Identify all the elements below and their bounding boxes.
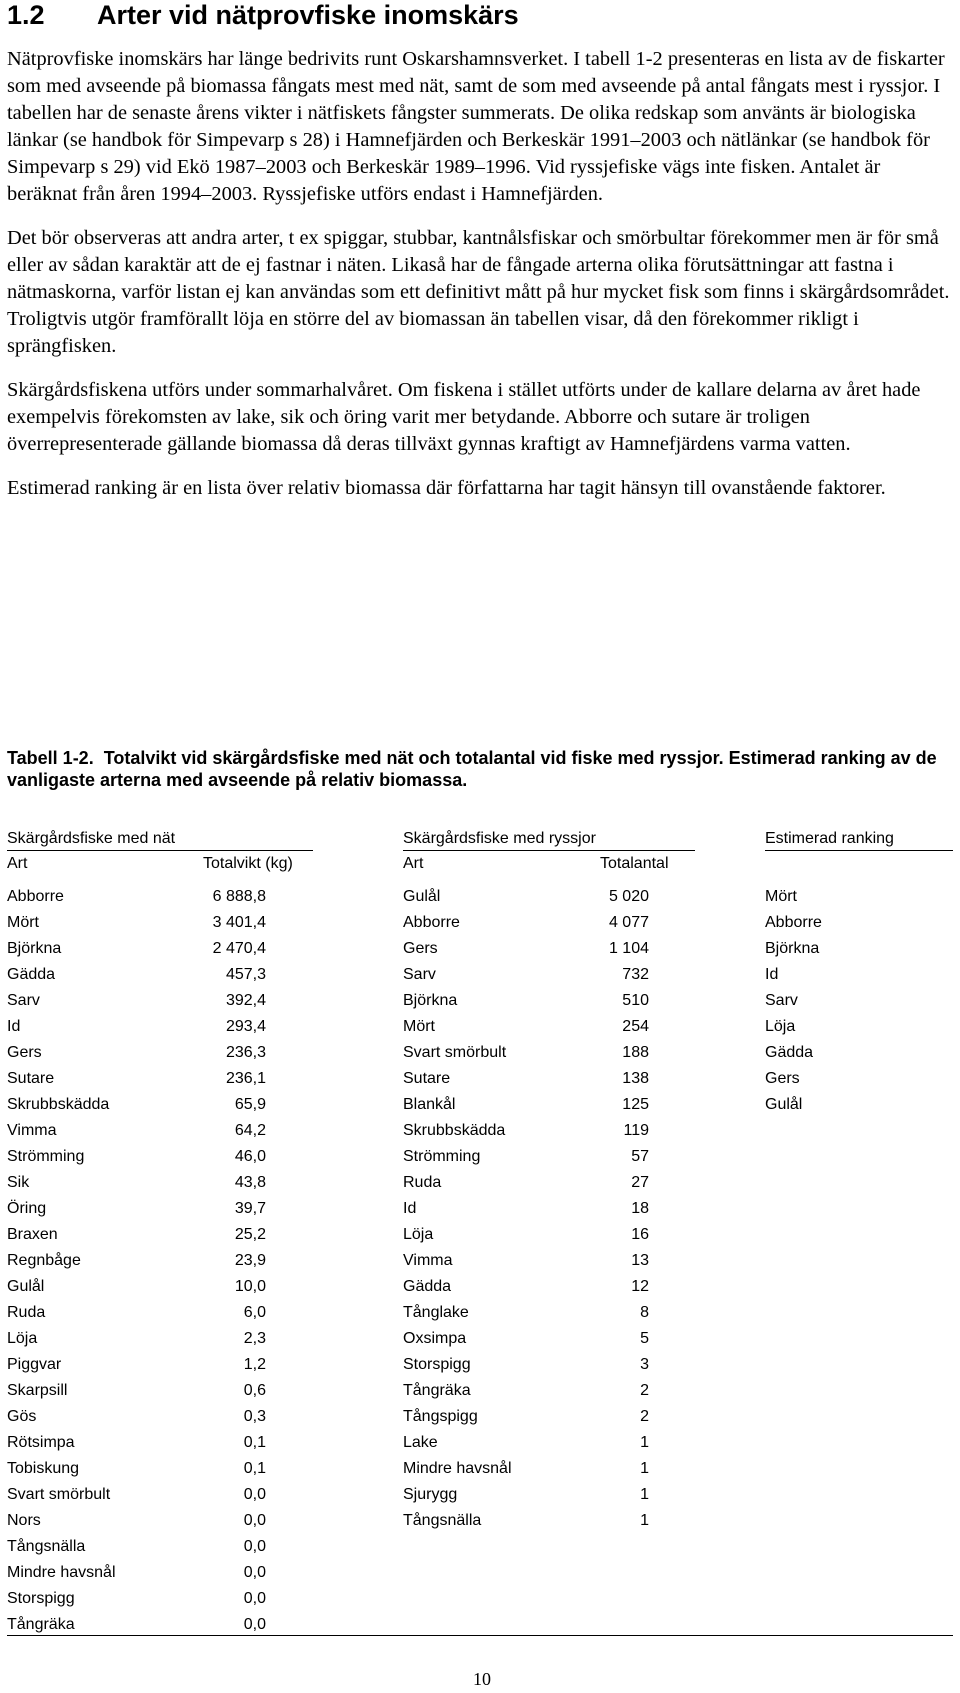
section-number: 1.2 <box>7 0 45 30</box>
net-weight-cell: 293,4 <box>225 1018 266 1035</box>
net-species-cell: Gulål <box>7 1278 45 1295</box>
net-weight-cell: 392,4 <box>225 992 266 1009</box>
page-number: 10 <box>473 1669 491 1689</box>
net-species-cell: Löja <box>7 1330 38 1347</box>
net-species-cell: Öring <box>7 1200 47 1217</box>
group-header-net: Skärgårdsfiske med nät <box>7 830 176 847</box>
net-weight-cell: 0,0 <box>243 1590 266 1607</box>
net-weight-cell: 3 401,4 <box>212 914 266 931</box>
net-species-cell: Nors <box>7 1512 41 1529</box>
net-weight-cell: 64,2 <box>234 1122 266 1139</box>
net-species-cell: Mindre havsnål <box>7 1564 116 1581</box>
net-weight-cell: 25,2 <box>234 1226 266 1243</box>
net-species-cell: Björkna <box>7 940 62 957</box>
net-weight-cell: 0,6 <box>243 1382 266 1399</box>
net-species-cell: Piggvar <box>7 1356 62 1373</box>
ranking-species-cell: Löja <box>765 1018 796 1035</box>
trap-species-cell: Lake <box>403 1434 438 1451</box>
trap-count-cell: 5 <box>640 1330 649 1347</box>
trap-species-cell: Svart smörbult <box>403 1044 507 1061</box>
trap-count-cell: 18 <box>631 1200 649 1217</box>
trap-count-cell: 732 <box>622 966 649 983</box>
trap-species-cell: Id <box>403 1200 417 1217</box>
net-species-cell: Sik <box>7 1174 30 1191</box>
trap-count-cell: 254 <box>622 1018 649 1035</box>
net-weight-cell: 0,0 <box>243 1564 266 1581</box>
ranking-species-cell: Björkna <box>765 940 820 957</box>
net-species-cell: Rötsimpa <box>7 1434 75 1451</box>
trap-count-cell: 138 <box>622 1070 649 1087</box>
trap-count-cell: 1 <box>640 1486 649 1503</box>
net-weight-cell: 0,1 <box>243 1434 266 1451</box>
net-weight-cell: 1,2 <box>243 1356 266 1373</box>
trap-species-cell: Abborre <box>403 914 460 931</box>
trap-species-cell: Strömming <box>403 1148 481 1165</box>
net-weight-cell: 0,0 <box>243 1512 266 1529</box>
paragraph: Det bör observeras att andra arter, t ex spiggar, stubbar, kantnålsfiskar och smörbultar förekommer men är för små eller av sådan karaktär att de ej fastnar i näten. Likaså har de fångade arterna olika förutsättningar att fastna i nätmaskorna, varför listan ej kan användas som ett definitivt mått på hur mycket fisk som finns i skärgårdsområdet. Troligtvis utgör framförallt löja en större del av biomassan än tabellen visar, då den förekommer rikligt i sprängfisken. <box>7 227 950 357</box>
rule <box>765 850 953 851</box>
column-header-count: Totalantal <box>600 855 669 872</box>
column-header-art: Art <box>403 855 424 872</box>
net-weight-cell: 6 888,8 <box>212 888 266 905</box>
trap-count-cell: 188 <box>622 1044 649 1061</box>
net-weight-cell: 2,3 <box>243 1330 266 1347</box>
table-bottom-rule <box>7 1635 953 1636</box>
net-species-cell: Regnbåge <box>7 1252 81 1269</box>
ranking-species-cell: Gers <box>765 1070 800 1087</box>
trap-count-cell: 510 <box>622 992 649 1009</box>
net-species-cell: Ruda <box>7 1304 46 1321</box>
group-header-rank: Estimerad ranking <box>765 830 894 847</box>
trap-species-cell: Sarv <box>403 966 436 983</box>
trap-count-cell: 125 <box>622 1096 649 1113</box>
net-species-cell: Strömming <box>7 1148 85 1165</box>
net-species-cell: Mört <box>7 914 39 931</box>
ranking-species-cell: Gädda <box>765 1044 814 1061</box>
paragraph: Nätprovfiske inomskärs har länge bedrivits runt Oskarshamnsverket. I tabell 1-2 presenteras en lista av de fiskarter som med avseende på biomassa fångats mest med nät, samt de som med avseende på antal fångats mest i ryssjor. I tabellen har de senaste årens vikter i nätfiskets fångster summerats. De olika redskap som använts är biologiska länkar (se handbok för Simpevarp s 28) i Hamnefjärden och Berkeskär 1991–2003 och nätlänkar (se handbok för Simpevarp s 29) vid Ekö 1987–2003 och Berkeskär 1989–1996. Vid ryssjefiske vägs inte fisken. Antalet är beräknat från åren 1994–2003. Ryssjefiske utförs endast i Hamnefjärden. <box>7 48 945 205</box>
column-header-art: Art <box>7 855 28 872</box>
trap-species-cell: Tångspigg <box>403 1408 478 1425</box>
net-weight-cell: 0,0 <box>243 1486 266 1503</box>
net-species-cell: Gös <box>7 1408 37 1425</box>
trap-count-cell: 27 <box>631 1174 649 1191</box>
trap-species-cell: Ruda <box>403 1174 442 1191</box>
trap-count-cell: 2 <box>640 1408 649 1425</box>
net-weight-cell: 6,0 <box>243 1304 266 1321</box>
net-weight-cell: 0,1 <box>243 1460 266 1477</box>
trap-species-cell: Storspigg <box>403 1356 471 1373</box>
trap-species-cell: Tånglake <box>403 1304 469 1321</box>
trap-species-cell: Löja <box>403 1226 434 1243</box>
net-weight-cell: 65,9 <box>234 1096 266 1113</box>
group-header-trap: Skärgårdsfiske med ryssjor <box>403 830 596 847</box>
trap-species-cell: Sjurygg <box>403 1486 458 1503</box>
trap-species-cell: Tångsnälla <box>403 1512 482 1529</box>
net-weight-cell: 0,3 <box>243 1408 266 1425</box>
net-species-cell: Storspigg <box>7 1590 75 1607</box>
section-title: Arter vid nätprovfiske inomskärs <box>97 0 519 30</box>
net-species-cell: Tobiskung <box>7 1460 80 1477</box>
rule <box>403 850 695 851</box>
net-weight-cell: 0,0 <box>243 1538 266 1555</box>
trap-species-cell: Gulål <box>403 888 441 905</box>
net-species-cell: Gädda <box>7 966 56 983</box>
trap-species-cell: Gädda <box>403 1278 452 1295</box>
trap-species-cell: Gers <box>403 940 438 957</box>
net-species-cell: Tångräka <box>7 1616 75 1633</box>
net-weight-cell: 23,9 <box>234 1252 266 1269</box>
ranking-species-cell: Abborre <box>765 914 822 931</box>
net-species-cell: Svart smörbult <box>7 1486 111 1503</box>
net-weight-cell: 457,3 <box>225 966 266 983</box>
trap-count-cell: 16 <box>631 1226 649 1243</box>
trap-count-cell: 4 077 <box>608 914 649 931</box>
column-header-weight: Totalvikt (kg) <box>203 855 293 872</box>
net-species-cell: Id <box>7 1018 21 1035</box>
trap-count-cell: 119 <box>623 1122 649 1139</box>
trap-species-cell: Mört <box>403 1018 435 1035</box>
trap-count-cell: 13 <box>631 1252 649 1269</box>
net-weight-cell: 43,8 <box>234 1174 266 1191</box>
caption-label: Tabell 1-2. <box>7 748 94 768</box>
net-species-cell: Sarv <box>7 992 40 1009</box>
trap-count-cell: 3 <box>640 1356 649 1373</box>
net-species-cell: Braxen <box>7 1226 58 1243</box>
trap-species-cell: Sutare <box>403 1070 451 1087</box>
net-weight-cell: 236,3 <box>225 1044 266 1061</box>
ranking-species-cell: Sarv <box>765 992 798 1009</box>
trap-species-cell: Blankål <box>403 1096 456 1113</box>
trap-count-cell: 1 <box>640 1512 649 1529</box>
ranking-species-cell: Mört <box>765 888 797 905</box>
rule <box>7 850 313 851</box>
paragraph: Skärgårdsfiskena utförs under sommarhalvåret. Om fiskena i stället utförts under de kallare delarna av året hade exempelvis förekomsten av lake, sik och öring varit mer betydande. Abborre och sutare är troligen överrepresenterade gällande biomassa då deras tillväxt gynnas kraftigt av Hamnefjärdens varma vatten. <box>7 379 921 455</box>
trap-species-cell: Oxsimpa <box>403 1330 467 1347</box>
trap-species-cell: Björkna <box>403 992 458 1009</box>
net-species-cell: Sutare <box>7 1070 55 1087</box>
ranking-species-cell: Id <box>765 966 779 983</box>
net-weight-cell: 0,0 <box>243 1616 266 1633</box>
net-weight-cell: 39,7 <box>234 1200 266 1217</box>
net-weight-cell: 10,0 <box>234 1278 266 1295</box>
net-species-cell: Skarpsill <box>7 1382 68 1399</box>
net-weight-cell: 46,0 <box>234 1148 266 1165</box>
trap-species-cell: Vimma <box>403 1252 453 1269</box>
paragraph: Estimerad ranking är en lista över relativ biomassa där författarna har tagit hänsyn till ovanstående faktorer. <box>7 477 886 499</box>
trap-species-cell: Mindre havsnål <box>403 1460 512 1477</box>
trap-count-cell: 1 <box>640 1460 649 1477</box>
ranking-species-cell: Gulål <box>765 1096 803 1113</box>
trap-count-cell: 12 <box>631 1278 649 1295</box>
net-species-cell: Skrubbskädda <box>7 1096 110 1113</box>
net-weight-cell: 236,1 <box>225 1070 266 1087</box>
trap-count-cell: 2 <box>640 1382 649 1399</box>
net-species-cell: Vimma <box>7 1122 57 1139</box>
trap-count-cell: 1 <box>640 1434 649 1451</box>
net-weight-cell: 2 470,4 <box>212 940 266 957</box>
trap-count-cell: 1 104 <box>608 940 649 957</box>
trap-species-cell: Skrubbskädda <box>403 1122 506 1139</box>
caption-text: Totalvikt vid skärgårdsfiske med nät och totalantal vid fiske med ryssjor. Estimerad ranking av de vanligaste arterna med avseende på relativ biomassa. <box>7 748 937 790</box>
net-species-cell: Tångsnälla <box>7 1538 86 1555</box>
net-species-cell: Abborre <box>7 888 64 905</box>
trap-count-cell: 57 <box>631 1148 649 1165</box>
trap-count-cell: 8 <box>640 1304 649 1321</box>
trap-species-cell: Tångräka <box>403 1382 471 1399</box>
trap-count-cell: 5 020 <box>608 888 649 905</box>
net-species-cell: Gers <box>7 1044 42 1061</box>
